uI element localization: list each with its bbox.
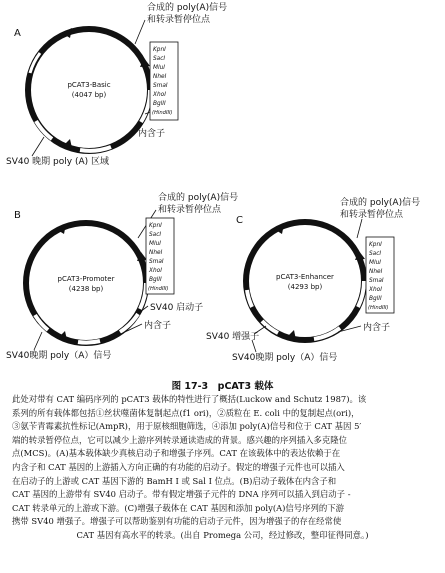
site-label: NheI xyxy=(153,74,167,80)
site-label: (HindIII) xyxy=(368,305,389,311)
figure-caption: 图 17-3 pCAT3 载体 xyxy=(171,381,274,392)
panel-c-letter: C xyxy=(236,215,243,226)
site-label: XhoI xyxy=(369,287,382,293)
panel-b xyxy=(6,191,238,361)
figure-legend-text xyxy=(12,393,433,543)
leader-line xyxy=(135,20,145,44)
legend-line: 携带 SV40 增强子。增强子可以帮助鉴别有功能的启动子元件，因为增强子的存在经常使 xyxy=(12,516,342,527)
site-label: NheI xyxy=(149,250,163,256)
plasmid-name-a: pCAT3-Basic xyxy=(67,81,111,89)
promoter-region-b xyxy=(120,314,138,332)
plasmid-size-c: (4293 bp) xyxy=(287,283,323,291)
legend-line: 点(MCS)。(A)基本载体缺少真核启动子和增强子序列。CAT 在该载体中的表达依赖于在 xyxy=(12,448,341,459)
site-label: NheI xyxy=(369,269,383,275)
site-label: SmaI xyxy=(153,83,168,89)
site-label: SmaI xyxy=(149,259,164,265)
legend-line: 此处对带有 CAT 编码序列的 pCAT3 载体的特性进行了概括(Luckow and Schutz 1987)。该 xyxy=(12,394,367,404)
leader-line xyxy=(32,137,44,156)
site-label: MluI xyxy=(153,65,165,71)
leader-line xyxy=(357,219,362,238)
site-label: XhoI xyxy=(153,92,166,98)
site-label: BglII xyxy=(369,296,382,302)
signal-label-c-1: 合成的 poly(A)信号 xyxy=(340,198,421,208)
site-label: MluI xyxy=(149,241,161,247)
legend-line: 端的转录暂停位点，它可以减少上游序列转录通读造成的背景。感兴趣的序列插入多克隆位 xyxy=(12,434,347,445)
site-label: BglII xyxy=(153,101,166,107)
site-label: KpnI xyxy=(153,47,166,53)
panel-c xyxy=(206,196,420,363)
enhancer-label-c: SV40 增强子 xyxy=(206,332,260,342)
site-label: SacI xyxy=(153,56,166,62)
leader-line xyxy=(254,326,266,334)
site-label: XhoI xyxy=(149,268,162,274)
intron-label-c: 内含子 xyxy=(363,323,391,333)
promoter-label-b: SV40 启动子 xyxy=(150,303,204,313)
legend-line: ③氨苄青霉素抗性标记(AmpR)，用于原核细胞筛选，④添加 poly(A)信号和位于 CAT 基因 5′ xyxy=(12,421,362,432)
site-label: SacI xyxy=(369,251,382,257)
plasmid-name-b: pCAT3-Promoter xyxy=(57,275,115,283)
site-label: SmaI xyxy=(369,278,384,284)
intron-region-a xyxy=(80,147,111,151)
site-label: MluI xyxy=(369,260,381,266)
signal-label-a-1: 合成的 poly(A)信号 xyxy=(147,3,228,13)
panel-a-letter: A xyxy=(14,28,21,39)
panel-b-letter: B xyxy=(14,210,21,221)
site-label: (HindIII) xyxy=(152,110,173,116)
plasmid-size-b: (4238 bp) xyxy=(68,285,104,293)
legend-line: CAT 基因的上游带有 SV40 启动子。带有假定增强子元件的 DNA 序列可以插入到启动子 - xyxy=(12,489,351,500)
legend-line: CAT 转录单元的上游或下游。(C)增强子载体在 CAT 基因和添加 poly(A)信号序列的下游 xyxy=(12,502,345,513)
intron-label-b: 内含子 xyxy=(144,321,172,331)
site-label: KpnI xyxy=(149,223,162,229)
site-label: (HindIII) xyxy=(148,286,169,292)
legend-line: CAT 基因有高水平的转录。(出自 Promega 公司，经过修改，整印征得同意。) xyxy=(76,529,369,540)
sv40-label-a: SV40 晚期 poly (A) 区域 xyxy=(6,157,109,167)
polya-region-a xyxy=(36,121,52,139)
panel-a xyxy=(6,1,227,167)
site-label: KpnI xyxy=(369,242,382,248)
signal-label-b-2: 和转录暂停位点 xyxy=(158,205,222,215)
leader-line xyxy=(34,332,42,350)
signal-label-b-1: 合成的 poly(A)信号 xyxy=(158,193,239,203)
plasmid-name-c: pCAT3-Enhancer xyxy=(276,273,334,281)
legend-line: 在启动子的上游或 CAT 基因下游的 BamH I 或 Sal I 位点。(B)启动子载体在内含子和 xyxy=(12,475,337,486)
legend-line: 内含子和 CAT 基因的上游插入方向正确的有功能的启动子。假定的增强子元件也可以插入 xyxy=(12,461,345,472)
legend-line: 系列的所有载体都包括①丝状噬菌体复制起点(f1 ori)，②质粒在 E. coli 中的复制起点(ori)， xyxy=(12,407,360,418)
signal-label-a-2: 和转录暂停位点 xyxy=(147,15,211,25)
sv40-label-b: SV40晚期 poly（A）信号 xyxy=(6,351,112,361)
sv40-label-c: SV40晚期 poly（A）信号 xyxy=(232,353,338,363)
plasmid-size-a: (4047 bp) xyxy=(71,91,107,99)
intron-region-b xyxy=(78,341,100,343)
site-label: SacI xyxy=(149,232,162,238)
intron-label-a: 内含子 xyxy=(138,129,166,139)
mcs-box-a xyxy=(150,42,178,120)
site-label: BglII xyxy=(149,277,162,283)
signal-label-c-2: 和转录暂停位点 xyxy=(340,210,404,220)
